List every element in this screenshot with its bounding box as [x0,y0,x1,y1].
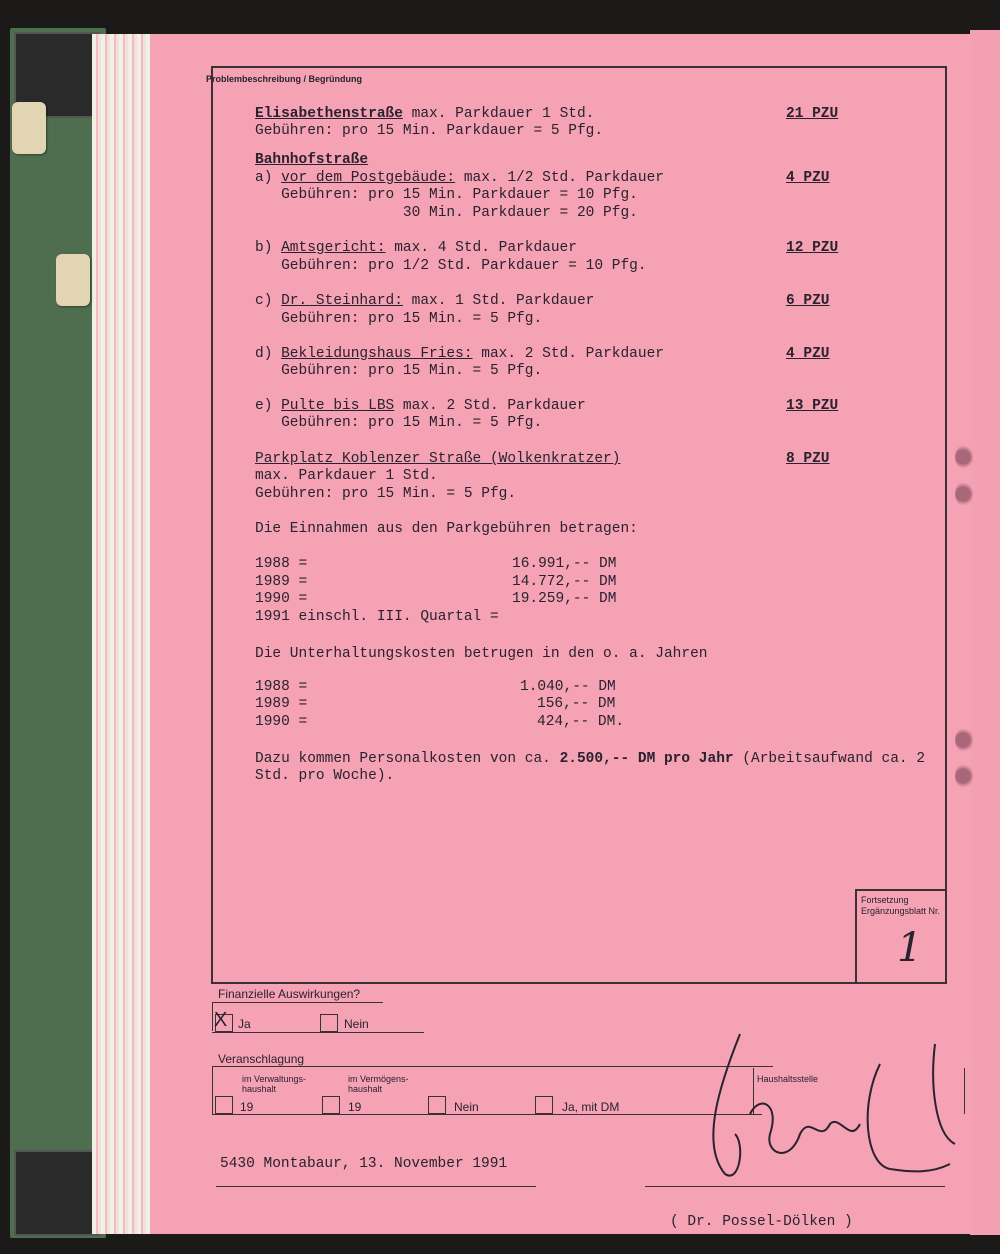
pzu-b: 12 PZU [786,240,839,256]
binder-corner-bottom [14,1150,100,1236]
haushaltsstelle-label: Haushaltsstelle [757,1074,819,1084]
amount-1990: 19.259,-- DM [512,591,617,607]
verwaltung-label: im Verwaltungs- haushalt [242,1074,307,1094]
amount-u-1990: 424,-- DM. [537,714,625,730]
line-bahnhof: Bahnhofstraße [255,152,369,168]
line-a: a) vor dem Postgebäude: max. 1/2 Std. Parkdauer [255,170,664,186]
nein-label: Nein [344,1017,369,1031]
pzu-a: 4 PZU [786,170,830,186]
page-edges [92,34,152,1234]
line-u-1988: 1988 = [255,679,308,695]
amount-1989: 14.772,-- DM [512,574,617,590]
ja-mark: X [214,1009,228,1031]
box-label: Problembeschreibung / Begründung [206,74,363,84]
pzu-c: 6 PZU [786,293,830,309]
line-1989: 1989 = [255,574,308,590]
index-tab-1[interactable] [12,102,46,154]
line-d-fee: Gebühren: pro 15 Min. = 5 Pfg. [255,363,543,379]
line-e: e) Pulte bis LBS max. 2 Std. Parkdauer [255,398,586,414]
line-1991: 1991 einschl. III. Quartal = [255,609,499,625]
punch-hole-4 [955,764,973,788]
line-elisabethen: Elisabethenstraße max. Parkdauer 1 Std. [255,106,595,122]
line-personal-2: Std. pro Woche). [255,768,395,784]
line-c: c) Dr. Steinhard: max. 1 Std. Parkdauer [255,293,595,309]
next-page-edge [970,30,1000,1235]
line-c-fee: Gebühren: pro 15 Min. = 5 Pfg. [255,311,543,327]
signature-graphic [690,1024,960,1184]
line-a-fee2: 30 Min. Parkdauer = 20 Pfg. [255,205,638,221]
verwaltung-checkbox[interactable] [215,1096,233,1114]
nein-checkbox[interactable] [320,1014,338,1032]
ja-mit-dm-label: Ja, mit DM [562,1100,620,1114]
line-1988: 1988 = [255,556,308,572]
pzu-e: 13 PZU [786,398,839,414]
line-unterhaltung: Die Unterhaltungskosten betrugen in den o. a. Jahren [255,646,708,662]
fortsetzung-label: Fortsetzung Ergänzungsblatt Nr. [861,895,941,916]
punch-hole-3 [955,728,973,752]
nein2-checkbox[interactable] [428,1096,446,1114]
line-u-1990: 1990 = [255,714,308,730]
line-parkplatz-fee: Gebühren: pro 15 Min. = 5 Pfg. [255,486,517,502]
fortsetzung-box [855,889,947,984]
line-u-1989: 1989 = [255,696,308,712]
line-b-fee: Gebühren: pro 1/2 Std. Parkdauer = 10 Pfg. [255,258,647,274]
amount-1988: 16.991,-- DM [512,556,617,572]
pzu-parkplatz: 8 PZU [786,451,830,467]
veranschlagung-underline [212,1114,762,1115]
line-a-fee1: Gebühren: pro 15 Min. Parkdauer = 10 Pfg. [255,187,638,203]
year1: 19 [240,1100,254,1114]
punch-hole-2 [955,482,973,506]
line-parkplatz: Parkplatz Koblenzer Straße (Wolkenkratzer) [255,451,621,467]
ja-label: Ja [238,1017,251,1031]
nein2-label: Nein [454,1100,479,1114]
line-elisabethen-fee: Gebühren: pro 15 Min. Parkdauer = 5 Pfg. [255,123,604,139]
finanz-underline [212,1032,424,1033]
line-parkplatz-dauer: max. Parkdauer 1 Std. [255,468,438,484]
date-line [216,1186,536,1187]
line-einnahmen: Die Einnahmen aus den Parkgebühren betragen: [255,521,638,537]
pzu-elisabethen: 21 PZU [786,106,839,122]
fortsetzung-number: 1 [897,925,923,971]
amount-u-1988: 1.040,-- DM [520,679,616,695]
ja-mit-dm-checkbox[interactable] [535,1096,553,1114]
year2: 19 [348,1100,362,1114]
pzu-d: 4 PZU [786,346,830,362]
line-e-fee: Gebühren: pro 15 Min. = 5 Pfg. [255,415,543,431]
veranschlagung-title: Veranschlagung [218,1052,305,1066]
line-b: b) Amtsgericht: max. 4 Std. Parkdauer [255,240,577,256]
document-page [150,34,970,1234]
vermoegen-label: im Vermögens- haushalt [348,1074,409,1094]
signature-line [645,1186,945,1187]
line-d: d) Bekleidungshaus Fries: max. 2 Std. Parkdauer [255,346,664,362]
vermoegen-checkbox[interactable] [322,1096,340,1114]
punch-hole-1 [955,445,973,469]
signatory: ( Dr. Possel-Dölken ) [670,1214,853,1230]
line-personal: Dazu kommen Personalkosten von ca. 2.500,-- DM pro Jahr (Arbeitsaufwand ca. 2 [255,751,926,767]
index-tab-2[interactable] [56,254,90,306]
amount-u-1989: 156,-- DM [537,696,616,712]
line-1990: 1990 = [255,591,308,607]
place-date: 5430 Montabaur, 13. November 1991 [220,1156,508,1172]
finanz-title: Finanzielle Auswirkungen? [218,987,361,1001]
